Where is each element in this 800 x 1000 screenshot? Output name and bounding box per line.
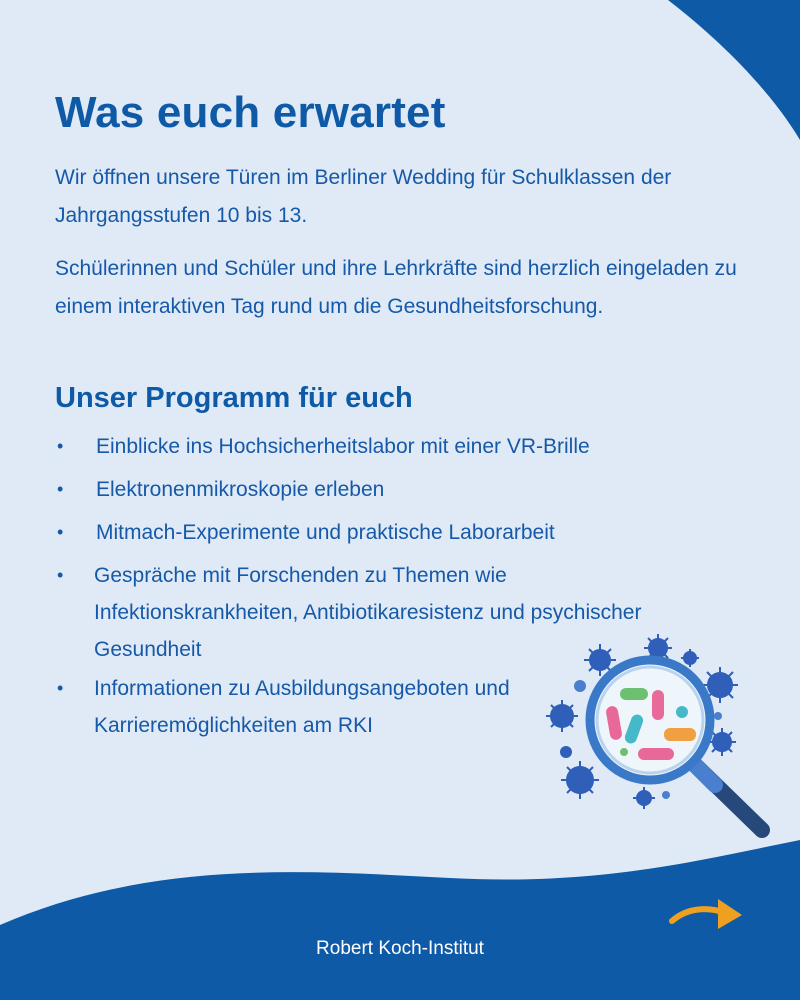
intro-paragraph-2: Schülerinnen und Schüler und ihre Lehrkräfte sind herzlich eingeladen zu einem interaktiven Tag rund um die Gesundheitsforschung. <box>55 257 737 318</box>
magnifier-bacteria-icon <box>540 630 780 850</box>
list-item-text: Gespräche mit Forschenden zu Themen wie Infektionskrankheiten, Antibiotikaresistenz und psychischer Gesundheit <box>94 564 642 661</box>
bullet-icon: • <box>57 565 64 585</box>
bullet-icon: • <box>57 436 64 456</box>
footer-label: Robert Koch-Institut <box>316 938 484 959</box>
list-item-text: Elektronenmikroskopie erleben <box>96 478 385 501</box>
list-item <box>55 471 675 508</box>
list-item-text: Informationen zu Ausbildungsangeboten und Karrieremöglichkeiten am RKI <box>94 677 510 737</box>
list-item <box>55 670 534 744</box>
intro-paragraph-1: Wir öffnen unsere Türen im Berliner Wedding für Schulklassen der Jahrgangsstufen 10 bis 13. <box>55 166 672 227</box>
list-item-text: Einblicke ins Hochsicherheitslabor mit einer VR-Brille <box>96 435 590 458</box>
bullet-icon: • <box>57 678 64 698</box>
next-arrow-icon[interactable] <box>668 893 748 935</box>
list-item <box>55 514 675 551</box>
page-title: Was euch erwartet <box>55 88 446 137</box>
bullet-icon: • <box>57 479 64 499</box>
bullet-icon: • <box>57 522 64 542</box>
program-heading: Unser Programm für euch <box>55 382 413 414</box>
list-item-text: Mitmach-Experimente und praktische Laborarbeit <box>96 521 555 544</box>
list-item <box>55 428 675 465</box>
